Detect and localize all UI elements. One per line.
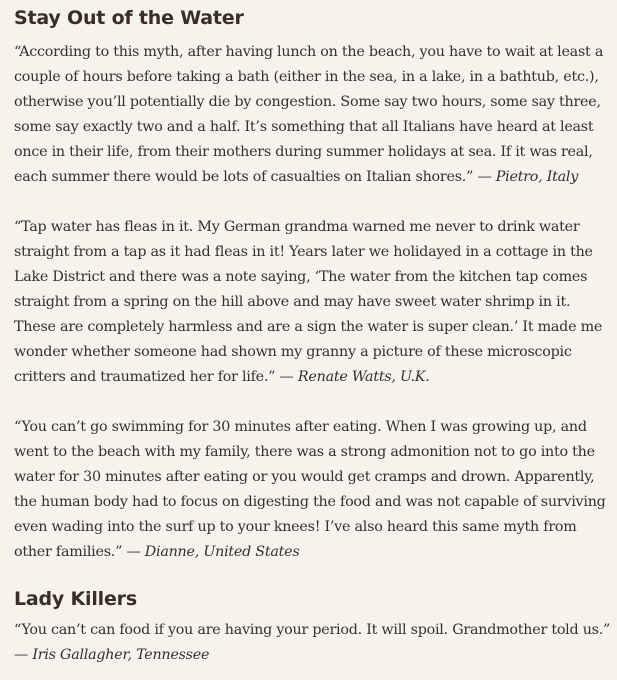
quote-text: “According to this myth, after having lunch on the beach, you have to wait at least a couple of hours before taking a bath (either in the sea, in a lake, in a bathtub, etc.), otherwise you’ll potentially die by congestion. Some say two hours, some say three, some say exactly two and a half. It’s something that all Italians have heard at least once in their life, from their mothers during summer holidays at sea. If it was real, each summer there would be lots of casualties on Italian shores.” [14, 44, 604, 185]
reader-quote [14, 415, 614, 565]
reader-quote [14, 40, 614, 190]
quote-text: “You can’t can food if you are having your period. It will spoil. Grandmother told us.” [14, 622, 611, 638]
quote-text: “You can’t go swimming for 30 minutes after eating. When I was growing up, and went to the beach with my family, there was a strong admonition not to go into the water for 30 minutes after eating or you would get cramps and drown. Apparently, the human body had to focus on digesting the food and was not capable of surviving even wading into the surf up to your knees! I’ve also heard this same myth from other families.” [14, 419, 606, 560]
section-title: Stay Out of the Water [14, 7, 244, 29]
quote-attribution: — Iris Gallagher, Tennessee [14, 647, 210, 663]
reader-quote [14, 215, 614, 390]
quote-attribution: — Pietro, Italy [477, 169, 579, 185]
section-title: Lady Killers [14, 588, 137, 610]
quote-text: “Tap water has fleas in it. My German grandma warned me never to drink water straight from a tap as it had fleas in it! Years later we holidayed in a cottage in the Lake District and there was a note saying, ‘The water from the kitchen tap comes straight from a spring on the hill above and may have sweet water shrimp in it. These are completely harmless and are a sign the water is super clean.’ It made me wonder whether someone had shown my granny a picture of these microscopic critters and traumatized her for life.” [14, 219, 603, 385]
quote-attribution: — Renate Watts, U.K. [279, 369, 430, 385]
reader-quote [14, 618, 614, 668]
quote-attribution: — Dianne, United States [126, 544, 300, 560]
